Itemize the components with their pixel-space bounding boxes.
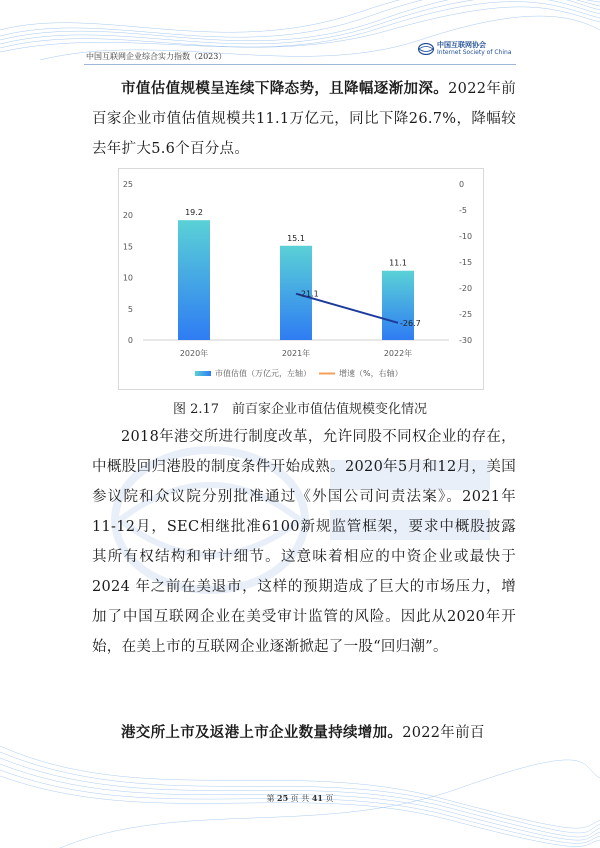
paragraph-3-lead: 港交所上市及返港上市企业数量持续增加。: [121, 724, 403, 741]
market-value-chart: [118, 168, 484, 390]
right-axis-tick-label: -5: [459, 206, 467, 215]
globe-logo-icon: [418, 43, 434, 55]
figure-caption: 图 2.17 前百家企业市值估值规模变化情况: [172, 402, 428, 417]
bar-2020年: [178, 220, 210, 340]
logo: [418, 42, 512, 56]
paragraph-3-body: 2022年前百: [402, 725, 485, 741]
header-title: 中国互联网企业综合实力指数（2023）: [86, 52, 227, 61]
x-axis-tick-label: 2022年: [383, 349, 413, 358]
bar-data-label: 19.2: [185, 208, 203, 218]
right-axis-tick-label: -15: [459, 258, 473, 267]
left-axis-tick-label: 5: [127, 304, 133, 314]
right-axis-tick-label: -25: [459, 310, 473, 319]
x-axis-tick-label: 2021年: [281, 349, 311, 358]
left-axis-tick-label: 0: [127, 336, 133, 345]
right-axis-tick-label: -10: [459, 232, 473, 241]
bar-data-label: 11.1: [389, 258, 407, 268]
footer-total-pages: 41: [311, 793, 323, 803]
left-axis-tick-label: 20: [122, 211, 133, 221]
paragraph-1-lead: 市值估值规模呈连续下降态势，且降幅逐渐加深。: [121, 80, 449, 97]
line-data-label: -26.7: [400, 318, 421, 328]
legend-bar-swatch: [195, 371, 211, 376]
chart-svg: [119, 169, 483, 389]
bar-2022年: [382, 271, 414, 340]
right-axis-tick-label: -30: [459, 336, 473, 345]
header-rule: [84, 64, 516, 65]
page-footer: [0, 793, 600, 804]
logo-name: 中国互联网协会: [437, 41, 486, 49]
left-axis-tick-label: 10: [122, 273, 133, 283]
right-axis-tick-label: -20: [459, 284, 473, 293]
left-axis-tick-label: 25: [122, 180, 133, 189]
footer-prefix: 第: [266, 794, 275, 803]
paragraph-2: 2018年港交所进行制度改革，允许同股不同权企业的存在，中概股回归港股的制度条件开始成熟。2020年5月和12月，美国参议院和众议院分别批准通过《外国公司问责法案》。2021年11-12月，SEC相继批准6100新规监管框架，要求中概股披露其所有权结构和审计细节。这意味着相应的中资企业或最快于 2024 年之前在美退市，这样的预期造成了巨大的市场压力，增加了中国互联网企业在美受审计监管的风险。因此从2020年开始，在美上市的互联网企业逐渐掀起了一股“回归潮”。: [92, 429, 516, 655]
footer-page-number: 25: [277, 793, 289, 803]
legend-bar-label: 市值估值（万亿元，左轴）: [215, 369, 311, 378]
right-axis-tick-label: 0: [459, 180, 465, 189]
footer-middle: 页 共: [290, 794, 310, 803]
paragraph-3: [92, 718, 516, 748]
bar-data-label: 15.1: [287, 233, 305, 243]
paragraph-1-body: 2022年前百家企业市值估值规模共11.1万亿元，同比下降26.7%，降幅较去年扩大5.6个百分点。: [92, 81, 516, 157]
footer-suffix: 页: [325, 794, 334, 803]
paragraph-1: [92, 74, 516, 164]
left-axis-tick-label: 15: [122, 242, 133, 252]
x-axis-tick-label: 2020年: [179, 349, 209, 358]
legend-line-label: 增速（%，右轴）: [339, 369, 403, 378]
line-data-label: -21.1: [298, 289, 319, 299]
logo-name-en: Internet Society of China: [437, 49, 512, 56]
